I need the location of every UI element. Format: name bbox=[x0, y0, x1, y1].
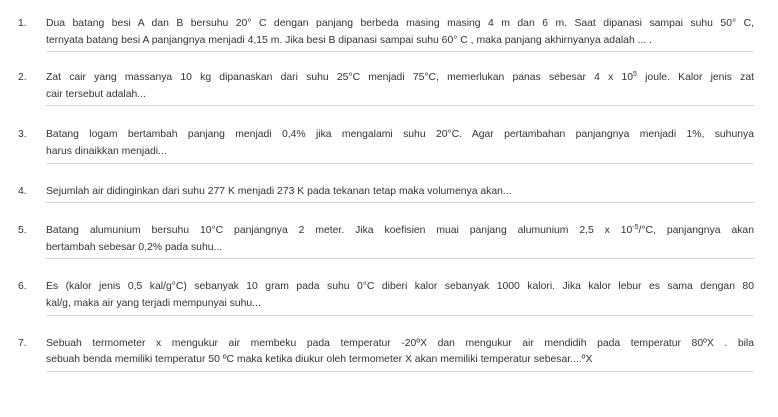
question-line: kal/g, maka air yang terjadi mempunyai suhu... bbox=[46, 297, 261, 309]
question-item bbox=[18, 336, 754, 372]
question-text bbox=[46, 127, 754, 163]
question-item bbox=[18, 127, 754, 163]
question-line: cair tersebut adalah... bbox=[46, 88, 146, 100]
question-text bbox=[46, 223, 754, 259]
question-text bbox=[46, 336, 754, 372]
question-line: ternyata batang besi A panjangnya menjadi 4,15 m. Jika besi B dipanasi sampai suhu 60° C , maka panjang akhirnyanya adalah ... . bbox=[46, 34, 653, 46]
question-item bbox=[18, 279, 754, 315]
question-line: Sebuah termometer x mengukur air membeku pada temperatur -20ºX dan mengukur air mendidih pada temperatur 80ºX . bila bbox=[46, 337, 754, 349]
question-line: Es (kalor jenis 0,5 kal/g°C) sebanyak 10 gram pada suhu 0°C diberi kalor sebanyak 1000 kalori. Jika kalor lebur es sama dengan 80 bbox=[46, 281, 754, 293]
question-text bbox=[46, 70, 754, 106]
question-line: bertambah sebesar 0,2% pada suhu... bbox=[46, 241, 223, 253]
question-text-segment: Zat cair yang massanya 10 kg dipanaskan dari suhu 25°C menjadi 75°C, memerlukan panas sebesar 4 x 10 bbox=[46, 72, 634, 84]
question-text-segment: /°C, panjangnya akan bbox=[638, 225, 754, 237]
question-text bbox=[46, 16, 754, 52]
question-item bbox=[18, 223, 754, 259]
question-line: sebuah benda memiliki temperatur 50 ºC maka ketika diukur oleh termometer X akan memiliki temperatur sebesar....ºX bbox=[46, 354, 593, 366]
question-line bbox=[46, 223, 754, 240]
question-number: 5. bbox=[18, 225, 27, 237]
question-text bbox=[46, 184, 754, 204]
question-item bbox=[18, 184, 754, 204]
question-item bbox=[18, 16, 754, 52]
question-number: 4. bbox=[18, 185, 27, 197]
question-number: 6. bbox=[18, 281, 27, 293]
question-number: 7. bbox=[18, 337, 27, 349]
exponent: -5 bbox=[632, 224, 639, 232]
question-text-segment: joule. Kalor jenis zat bbox=[636, 72, 755, 84]
question-line: Dua batang besi A dan B bersuhu 20° C dengan panjang berbeda masing masing 4 m dan 6 m. Saat dipanasi sampai suhu 50° C, bbox=[46, 18, 754, 29]
question-number: 1. bbox=[18, 18, 27, 29]
question-item bbox=[18, 70, 754, 106]
question-text-segment: Batang alumunium bersuhu 10°C panjangnya 2 meter. Jika koefisien muai panjang alumunium 2,5 x 10 bbox=[46, 225, 633, 237]
question-text bbox=[46, 279, 754, 315]
question-number: 2. bbox=[18, 72, 27, 84]
exponent: 5 bbox=[633, 71, 637, 79]
question-line bbox=[46, 70, 754, 87]
question-number: 3. bbox=[18, 129, 27, 141]
question-line: harus dinaikkan menjadi... bbox=[46, 145, 167, 157]
question-line: Batang logam bertambah panjang menjadi 0,4% jika mengalami suhu 20°C. Agar pertambahan panjangnya menjadi 1%, suhunya bbox=[46, 129, 754, 141]
question-line: Sejumlah air didinginkan dari suhu 277 K menjadi 273 K pada tekanan tetap maka volumenya akan... bbox=[46, 185, 512, 197]
